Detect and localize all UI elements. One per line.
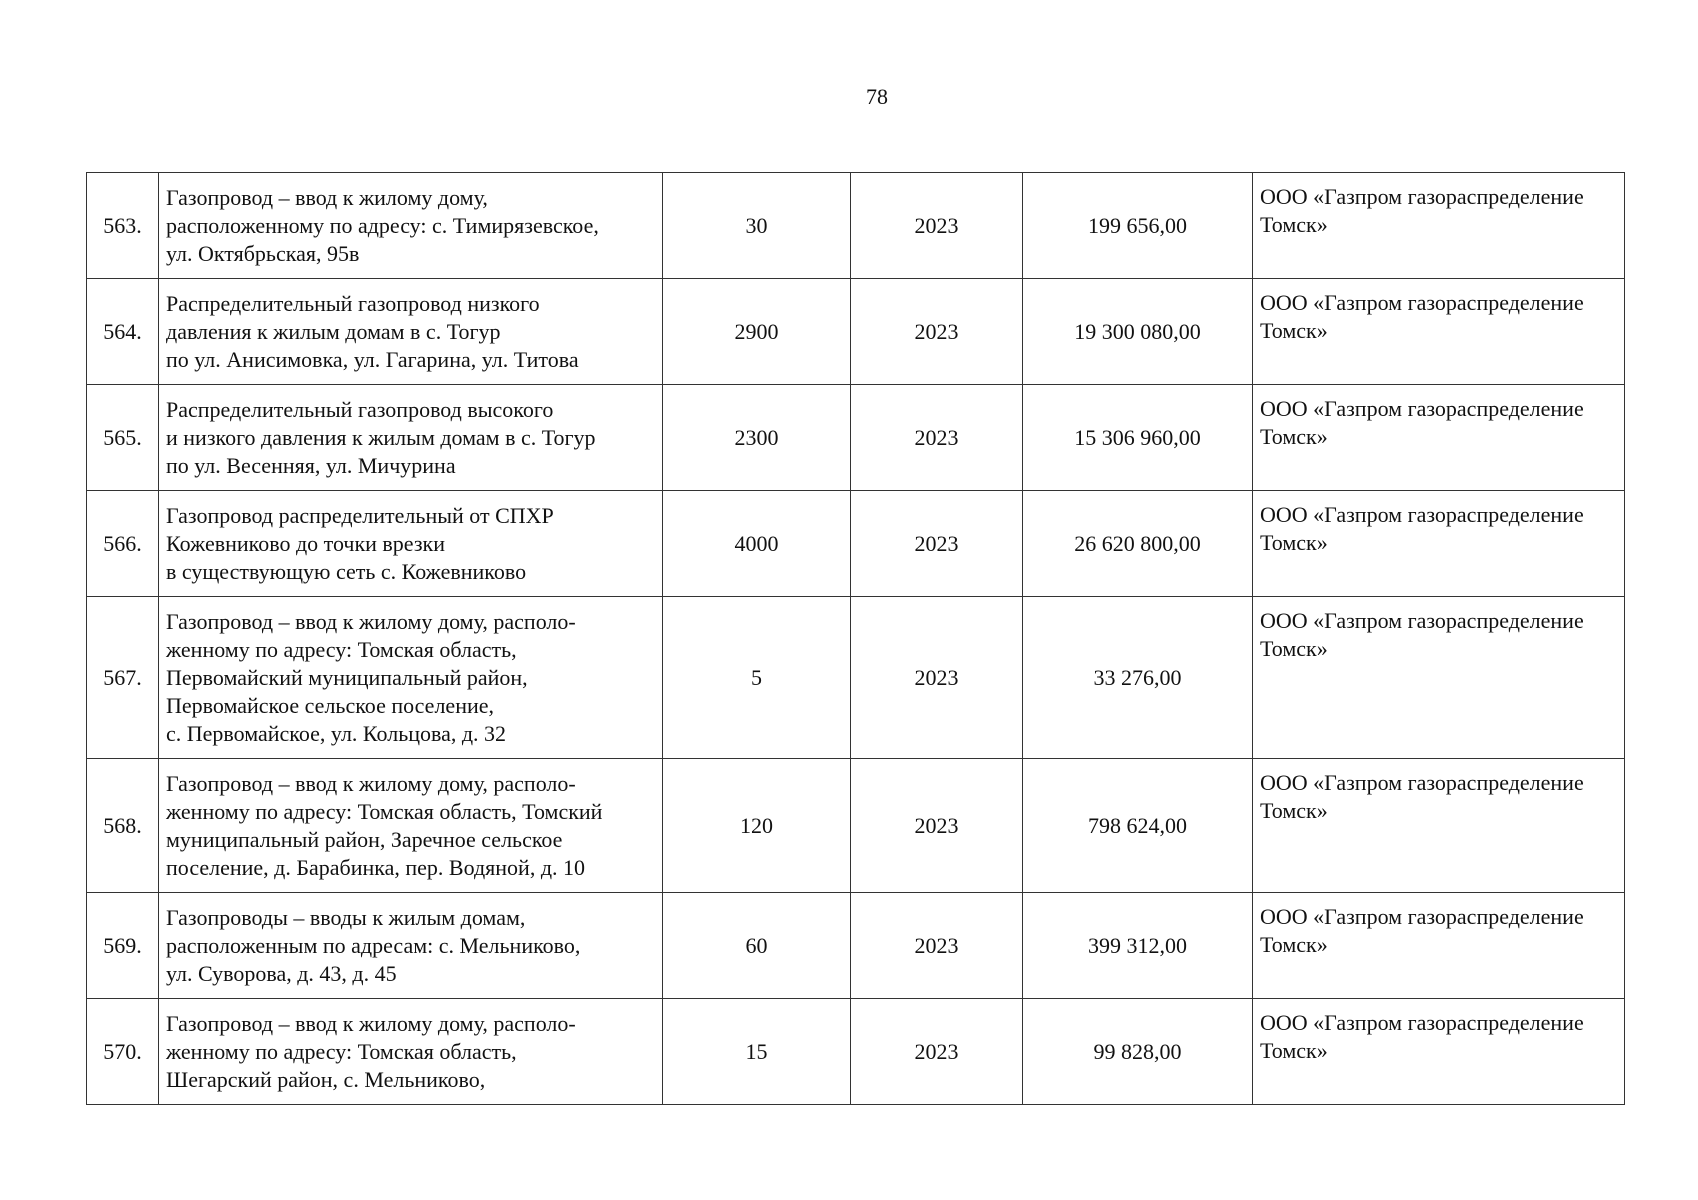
cost-cell: 19 300 080,00 xyxy=(1023,279,1253,385)
length-cell: 30 xyxy=(663,173,851,279)
page-number: 78 xyxy=(866,84,888,109)
row-number-cell: 569. xyxy=(87,893,159,999)
row-number-cell: 570. xyxy=(87,999,159,1105)
object-name-cell: Распределительный газопровод низкого давления к жилым домам в с. Тогур по ул. Анисимовка, ул. Гагарина, ул. Титова xyxy=(159,279,663,385)
cost-cell: 798 624,00 xyxy=(1023,759,1253,893)
year-cell: 2023 xyxy=(851,893,1023,999)
cost-cell: 99 828,00 xyxy=(1023,999,1253,1105)
cost-cell: 15 306 960,00 xyxy=(1023,385,1253,491)
object-name-cell: Газопровод – ввод к жилому дому, располо- женному по адресу: Томская область, Томский муниципальный район, Заречное сельское поселение, д. Барабинка, пер. Водяной, д. 10 xyxy=(159,759,663,893)
length-cell: 120 xyxy=(663,759,851,893)
table-row xyxy=(87,597,1625,759)
row-number-cell: 567. xyxy=(87,597,159,759)
organization-cell: ООО «Газпром газораспределение Томск» xyxy=(1253,597,1625,759)
year-cell: 2023 xyxy=(851,173,1023,279)
object-name-cell: Распределительный газопровод высокого и низкого давления к жилым домам в с. Тогур по ул. Весенняя, ул. Мичурина xyxy=(159,385,663,491)
length-cell: 2900 xyxy=(663,279,851,385)
year-cell: 2023 xyxy=(851,279,1023,385)
object-name-cell: Газопровод – ввод к жилому дому, расположенному по адресу: с. Тимирязевское, ул. Октябрьская, 95в xyxy=(159,173,663,279)
table-row xyxy=(87,385,1625,491)
organization-cell: ООО «Газпром газораспределение Томск» xyxy=(1253,385,1625,491)
year-cell: 2023 xyxy=(851,385,1023,491)
organization-cell: ООО «Газпром газораспределение Томск» xyxy=(1253,491,1625,597)
cost-cell: 399 312,00 xyxy=(1023,893,1253,999)
row-number-cell: 565. xyxy=(87,385,159,491)
length-cell: 4000 xyxy=(663,491,851,597)
length-cell: 60 xyxy=(663,893,851,999)
table-row xyxy=(87,173,1625,279)
length-cell: 2300 xyxy=(663,385,851,491)
organization-cell: ООО «Газпром газораспределение Томск» xyxy=(1253,999,1625,1105)
gas-pipeline-table xyxy=(86,172,1625,1105)
length-cell: 5 xyxy=(663,597,851,759)
cost-cell: 26 620 800,00 xyxy=(1023,491,1253,597)
year-cell: 2023 xyxy=(851,491,1023,597)
table-row xyxy=(87,491,1625,597)
length-cell: 15 xyxy=(663,999,851,1105)
object-name-cell: Газопровод распределительный от СПХР Кожевниково до точки врезки в существующую сеть с. Кожевниково xyxy=(159,491,663,597)
table-row xyxy=(87,279,1625,385)
cost-cell: 33 276,00 xyxy=(1023,597,1253,759)
row-number-cell: 563. xyxy=(87,173,159,279)
object-name-cell: Газопровод – ввод к жилому дому, располо- женному по адресу: Томская область, Шегарский район, с. Мельниково, xyxy=(159,999,663,1105)
year-cell: 2023 xyxy=(851,999,1023,1105)
organization-cell: ООО «Газпром газораспределение Томск» xyxy=(1253,279,1625,385)
organization-cell: ООО «Газпром газораспределение Томск» xyxy=(1253,893,1625,999)
year-cell: 2023 xyxy=(851,597,1023,759)
organization-cell: ООО «Газпром газораспределение Томск» xyxy=(1253,759,1625,893)
cost-cell: 199 656,00 xyxy=(1023,173,1253,279)
row-number-cell: 568. xyxy=(87,759,159,893)
organization-cell: ООО «Газпром газораспределение Томск» xyxy=(1253,173,1625,279)
row-number-cell: 566. xyxy=(87,491,159,597)
table-row xyxy=(87,759,1625,893)
object-name-cell: Газопроводы – вводы к жилым домам, расположенным по адресам: с. Мельниково, ул. Суворова, д. 43, д. 45 xyxy=(159,893,663,999)
table-row xyxy=(87,999,1625,1105)
row-number-cell: 564. xyxy=(87,279,159,385)
table-row xyxy=(87,893,1625,999)
object-name-cell: Газопровод – ввод к жилому дому, располо- женному по адресу: Томская область, Первомайский муниципальный район, Первомайское сельское поселение, с. Первомайское, ул. Кольцова, д. 32 xyxy=(159,597,663,759)
year-cell: 2023 xyxy=(851,759,1023,893)
table-body xyxy=(87,173,1625,1105)
